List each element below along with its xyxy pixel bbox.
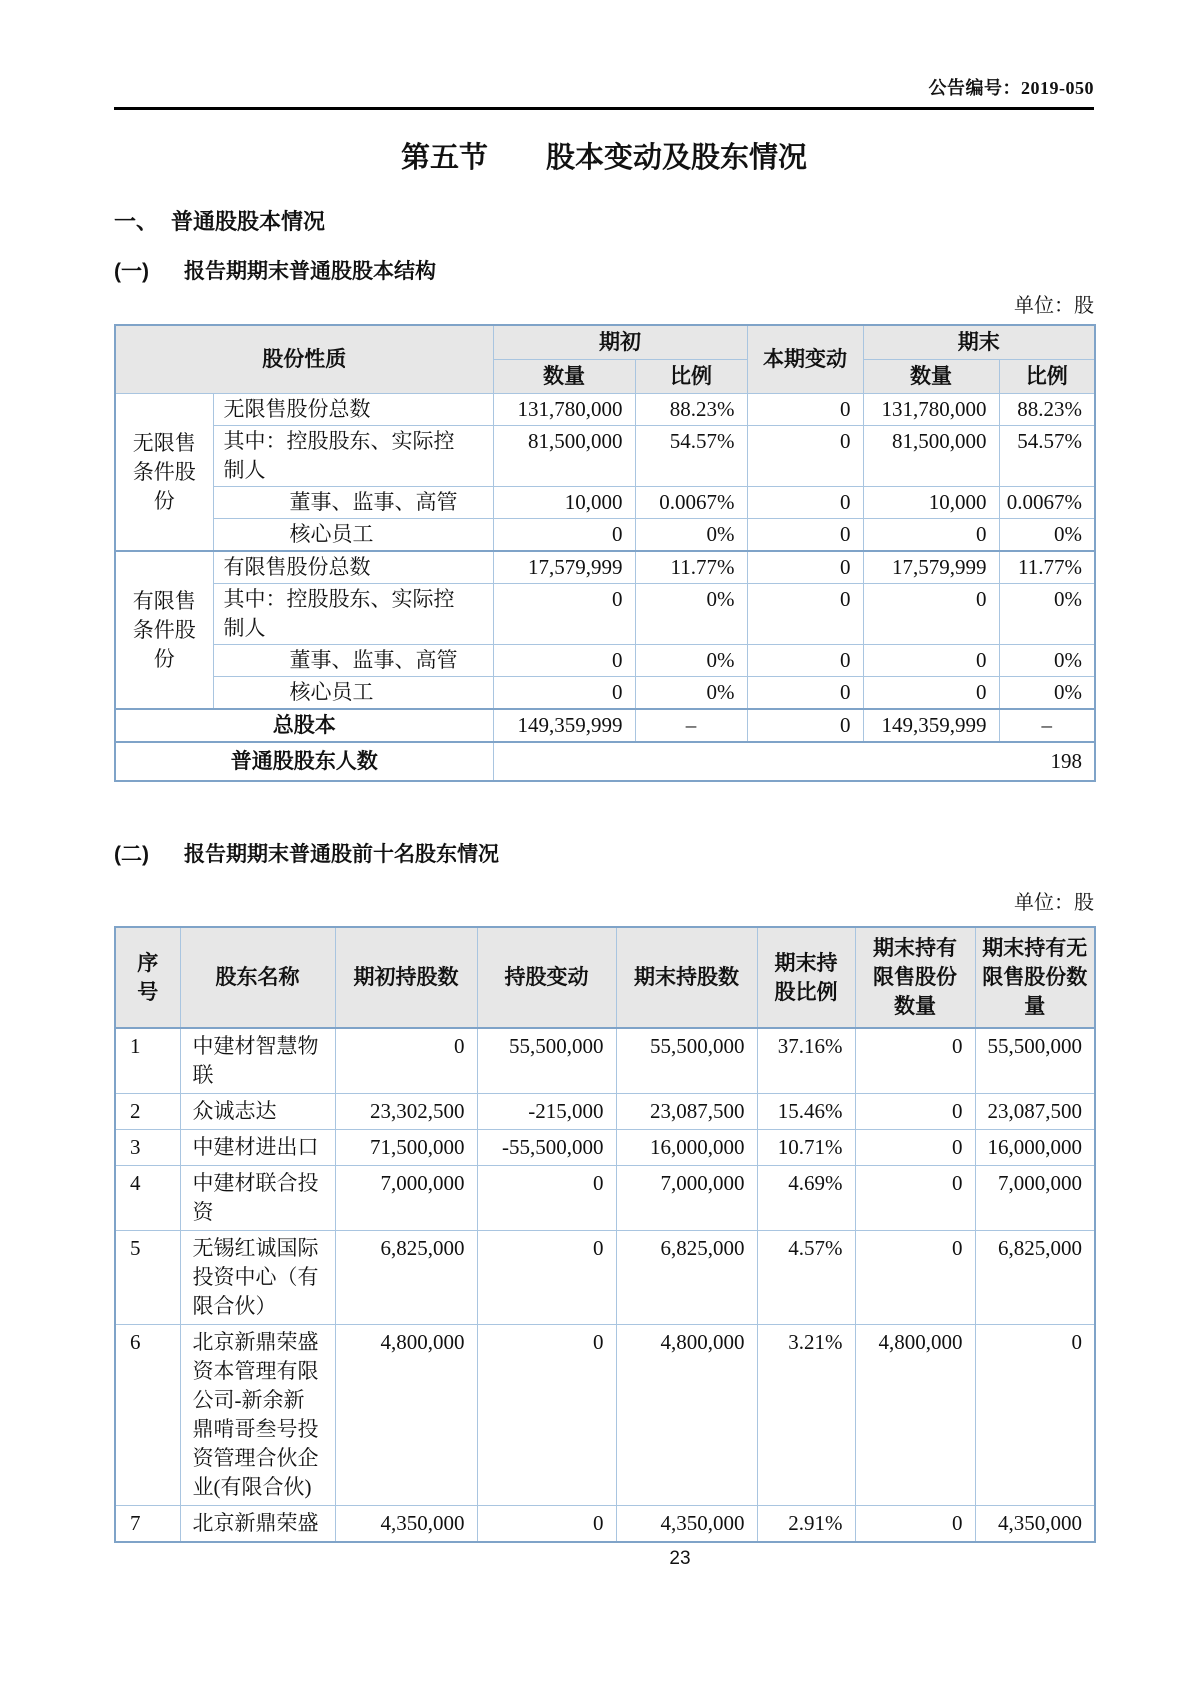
row-label: 其中：控股股东、实际控制人 bbox=[213, 584, 493, 645]
end-qty-cell: 131,780,000 bbox=[863, 394, 999, 426]
rank-cell: 2 bbox=[115, 1094, 180, 1130]
table-row bbox=[115, 426, 1095, 487]
shareholder-row bbox=[115, 1506, 1095, 1543]
end-shares-cell: 4,800,000 bbox=[616, 1325, 757, 1506]
begin-shares-cell: 71,500,000 bbox=[335, 1130, 477, 1166]
unit-label: 单位：股 bbox=[1014, 295, 1094, 317]
end-ratio-cell: 10.71% bbox=[757, 1130, 855, 1166]
col-share-nature: 股份性质 bbox=[115, 325, 493, 394]
end-ratio-cell: 4.57% bbox=[757, 1231, 855, 1325]
row-label: 核心员工 bbox=[213, 519, 493, 552]
shareholder-name-cell: 中建材智慧物联 bbox=[180, 1028, 335, 1094]
total-label: 总股本 bbox=[115, 709, 493, 742]
begin-ratio-cell: 11.77% bbox=[635, 551, 747, 584]
begin-qty-cell: 131,780,000 bbox=[493, 394, 635, 426]
change-shares-cell: -215,000 bbox=[477, 1094, 616, 1130]
begin-qty-cell: 149,359,999 bbox=[493, 709, 635, 742]
change-cell: 0 bbox=[747, 487, 863, 519]
shareholder-row bbox=[115, 1130, 1095, 1166]
col-period-end: 期末 bbox=[863, 325, 1095, 360]
end-restricted-cell: 0 bbox=[855, 1130, 975, 1166]
table-row bbox=[115, 551, 1095, 584]
change-shares-cell: 0 bbox=[477, 1166, 616, 1231]
row-label: 其中：控股股东、实际控制人 bbox=[213, 426, 493, 487]
row-label: 无限售股份总数 bbox=[213, 394, 493, 426]
end-restricted-cell: 4,800,000 bbox=[855, 1325, 975, 1506]
shareholder-count-value: 198 bbox=[493, 742, 1095, 781]
end-shares-cell: 23,087,500 bbox=[616, 1094, 757, 1130]
rank-cell: 5 bbox=[115, 1231, 180, 1325]
share-capital-structure-table bbox=[114, 324, 1096, 782]
table-row bbox=[115, 645, 1095, 677]
table-header bbox=[115, 325, 1095, 394]
begin-qty-cell: 0 bbox=[493, 519, 635, 552]
row-label: 董事、监事、高管 bbox=[213, 487, 493, 519]
begin-shares-cell: 7,000,000 bbox=[335, 1166, 477, 1231]
begin-qty-cell: 17,579,999 bbox=[493, 551, 635, 584]
table-row bbox=[115, 584, 1095, 645]
begin-ratio-cell: 88.23% bbox=[635, 394, 747, 426]
begin-qty-cell: 81,500,000 bbox=[493, 426, 635, 487]
shareholder-name-cell: 北京新鼎荣盛 bbox=[180, 1506, 335, 1543]
col-begin-quantity: 数量 bbox=[493, 360, 635, 394]
section-title: 普通股股本情况 bbox=[171, 209, 326, 234]
shareholder-name-cell: 北京新鼎荣盛资本管理有限公司-新余新鼎啃哥叁号投资管理合伙企业(有限合伙) bbox=[180, 1325, 335, 1506]
col-end-restricted: 期末持有限售股份数量 bbox=[855, 927, 975, 1028]
shareholder-row bbox=[115, 1028, 1095, 1094]
end-qty-cell: 17,579,999 bbox=[863, 551, 999, 584]
end-unrestricted-cell: 16,000,000 bbox=[975, 1130, 1095, 1166]
change-cell: 0 bbox=[747, 584, 863, 645]
change-cell: 0 bbox=[747, 394, 863, 426]
begin-ratio-cell: 0% bbox=[635, 519, 747, 552]
end-ratio-cell: 88.23% bbox=[999, 394, 1095, 426]
end-ratio-cell: 0% bbox=[999, 677, 1095, 710]
col-begin-shares: 期初持股数 bbox=[335, 927, 477, 1028]
end-ratio-cell: 3.21% bbox=[757, 1325, 855, 1506]
rank-cell: 6 bbox=[115, 1325, 180, 1506]
begin-ratio-cell: 0.0067% bbox=[635, 487, 747, 519]
col-end-shares: 期末持股数 bbox=[616, 927, 757, 1028]
change-cell: 0 bbox=[747, 519, 863, 552]
begin-shares-cell: 4,350,000 bbox=[335, 1506, 477, 1543]
end-ratio-cell: 15.46% bbox=[757, 1094, 855, 1130]
change-cell: 0 bbox=[747, 709, 863, 742]
end-qty-cell: 0 bbox=[863, 584, 999, 645]
section-number: 一、 bbox=[114, 209, 159, 234]
begin-qty-cell: 10,000 bbox=[493, 487, 635, 519]
header-row bbox=[115, 927, 1095, 1028]
end-qty-cell: 0 bbox=[863, 677, 999, 710]
end-restricted-cell: 0 bbox=[855, 1094, 975, 1130]
end-unrestricted-cell: 23,087,500 bbox=[975, 1094, 1095, 1130]
section-heading-1 bbox=[114, 207, 1094, 237]
col-end-quantity: 数量 bbox=[863, 360, 999, 394]
begin-shares-cell: 6,825,000 bbox=[335, 1231, 477, 1325]
end-ratio-cell: 37.16% bbox=[757, 1028, 855, 1094]
top-shareholders-table bbox=[114, 926, 1096, 1543]
unit-label: 单位：股 bbox=[1014, 892, 1094, 914]
end-qty-cell: 0 bbox=[863, 645, 999, 677]
begin-shares-cell: 4,800,000 bbox=[335, 1325, 477, 1506]
begin-ratio-cell: – bbox=[635, 709, 747, 742]
change-shares-cell: 55,500,000 bbox=[477, 1028, 616, 1094]
col-period-change: 本期变动 bbox=[747, 325, 863, 394]
shareholder-name-cell: 无锡红诚国际投资中心（有限合伙） bbox=[180, 1231, 335, 1325]
begin-shares-cell: 23,302,500 bbox=[335, 1094, 477, 1130]
shareholder-count-row bbox=[115, 742, 1095, 781]
shareholder-name-cell: 众诚志达 bbox=[180, 1094, 335, 1130]
begin-qty-cell: 0 bbox=[493, 584, 635, 645]
col-rank: 序号 bbox=[115, 927, 180, 1028]
page-number: 23 bbox=[669, 1548, 691, 1569]
begin-shares-cell: 0 bbox=[335, 1028, 477, 1094]
begin-ratio-cell: 0% bbox=[635, 645, 747, 677]
row-label: 核心员工 bbox=[213, 677, 493, 710]
subsection-heading-1a bbox=[114, 257, 1094, 287]
change-cell: 0 bbox=[747, 677, 863, 710]
end-unrestricted-cell: 4,350,000 bbox=[975, 1506, 1095, 1543]
col-end-unrestricted: 期末持有无限售股份数量 bbox=[975, 927, 1095, 1028]
col-period-begin: 期初 bbox=[493, 325, 747, 360]
rank-cell: 3 bbox=[115, 1130, 180, 1166]
end-qty-cell: 0 bbox=[863, 519, 999, 552]
end-unrestricted-cell: 6,825,000 bbox=[975, 1231, 1095, 1325]
begin-ratio-cell: 0% bbox=[635, 677, 747, 710]
end-shares-cell: 16,000,000 bbox=[616, 1130, 757, 1166]
shareholder-count-label: 普通股股东人数 bbox=[115, 742, 493, 781]
subsection-number: (一) bbox=[114, 260, 149, 283]
header-row-1 bbox=[115, 325, 1095, 360]
table-header bbox=[115, 927, 1095, 1028]
end-unrestricted-cell: 0 bbox=[975, 1325, 1095, 1506]
end-qty-cell: 81,500,000 bbox=[863, 426, 999, 487]
begin-ratio-cell: 0% bbox=[635, 584, 747, 645]
row-label: 董事、监事、高管 bbox=[213, 645, 493, 677]
end-ratio-cell: 0% bbox=[999, 645, 1095, 677]
table-row bbox=[115, 487, 1095, 519]
col-begin-ratio: 比例 bbox=[635, 360, 747, 394]
change-shares-cell: 0 bbox=[477, 1325, 616, 1506]
rank-cell: 1 bbox=[115, 1028, 180, 1094]
begin-ratio-cell: 54.57% bbox=[635, 426, 747, 487]
end-restricted-cell: 0 bbox=[855, 1231, 975, 1325]
col-end-ratio: 比例 bbox=[999, 360, 1095, 394]
table-row bbox=[115, 677, 1095, 710]
shareholder-row bbox=[115, 1231, 1095, 1325]
subsection-heading-1b bbox=[114, 840, 1094, 870]
change-shares-cell: 0 bbox=[477, 1506, 616, 1543]
begin-qty-cell: 0 bbox=[493, 677, 635, 710]
end-ratio-cell: 0.0067% bbox=[999, 487, 1095, 519]
subsection-number: (二) bbox=[114, 843, 149, 866]
subsection-title: 报告期期末普通股前十名股东情况 bbox=[184, 843, 499, 866]
end-shares-cell: 7,000,000 bbox=[616, 1166, 757, 1231]
end-restricted-cell: 0 bbox=[855, 1506, 975, 1543]
end-ratio-cell: 4.69% bbox=[757, 1166, 855, 1231]
rank-cell: 7 bbox=[115, 1506, 180, 1543]
page-content bbox=[114, 0, 1094, 1543]
announcement-number: 公告编号：2019-050 bbox=[928, 78, 1094, 98]
row-label: 有限售股份总数 bbox=[213, 551, 493, 584]
subsection-title: 报告期期末普通股股本结构 bbox=[184, 260, 436, 283]
col-end-ratio: 期末持股比例 bbox=[757, 927, 855, 1028]
end-ratio-cell: 11.77% bbox=[999, 551, 1095, 584]
begin-qty-cell: 0 bbox=[493, 645, 635, 677]
col-change-shares: 持股变动 bbox=[477, 927, 616, 1028]
end-ratio-cell: 2.91% bbox=[757, 1506, 855, 1543]
shareholder-name-cell: 中建材进出口 bbox=[180, 1130, 335, 1166]
end-unrestricted-cell: 55,500,000 bbox=[975, 1028, 1095, 1094]
group-label-unrestricted: 无限售条件股份 bbox=[115, 394, 213, 552]
end-restricted-cell: 0 bbox=[855, 1028, 975, 1094]
end-shares-cell: 4,350,000 bbox=[616, 1506, 757, 1543]
change-shares-cell: -55,500,000 bbox=[477, 1130, 616, 1166]
col-shareholder-name: 股东名称 bbox=[180, 927, 335, 1028]
shareholder-row bbox=[115, 1166, 1095, 1231]
total-row bbox=[115, 709, 1095, 742]
change-cell: 0 bbox=[747, 426, 863, 487]
table-row bbox=[115, 519, 1095, 552]
end-ratio-cell: 54.57% bbox=[999, 426, 1095, 487]
shareholder-row bbox=[115, 1325, 1095, 1506]
end-ratio-cell: – bbox=[999, 709, 1095, 742]
header-rule bbox=[114, 107, 1094, 110]
page-title: 第五节 股本变动及股东情况 bbox=[400, 142, 807, 174]
end-shares-cell: 55,500,000 bbox=[616, 1028, 757, 1094]
group-label-restricted: 有限售条件股份 bbox=[115, 551, 213, 709]
change-cell: 0 bbox=[747, 551, 863, 584]
rank-cell: 4 bbox=[115, 1166, 180, 1231]
end-qty-cell: 10,000 bbox=[863, 487, 999, 519]
table-row bbox=[115, 394, 1095, 426]
shareholder-name-cell: 中建材联合投资 bbox=[180, 1166, 335, 1231]
end-unrestricted-cell: 7,000,000 bbox=[975, 1166, 1095, 1231]
change-cell: 0 bbox=[747, 645, 863, 677]
end-ratio-cell: 0% bbox=[999, 584, 1095, 645]
shareholder-row bbox=[115, 1094, 1095, 1130]
end-shares-cell: 6,825,000 bbox=[616, 1231, 757, 1325]
end-ratio-cell: 0% bbox=[999, 519, 1095, 552]
change-shares-cell: 0 bbox=[477, 1231, 616, 1325]
end-restricted-cell: 0 bbox=[855, 1166, 975, 1231]
end-qty-cell: 149,359,999 bbox=[863, 709, 999, 742]
